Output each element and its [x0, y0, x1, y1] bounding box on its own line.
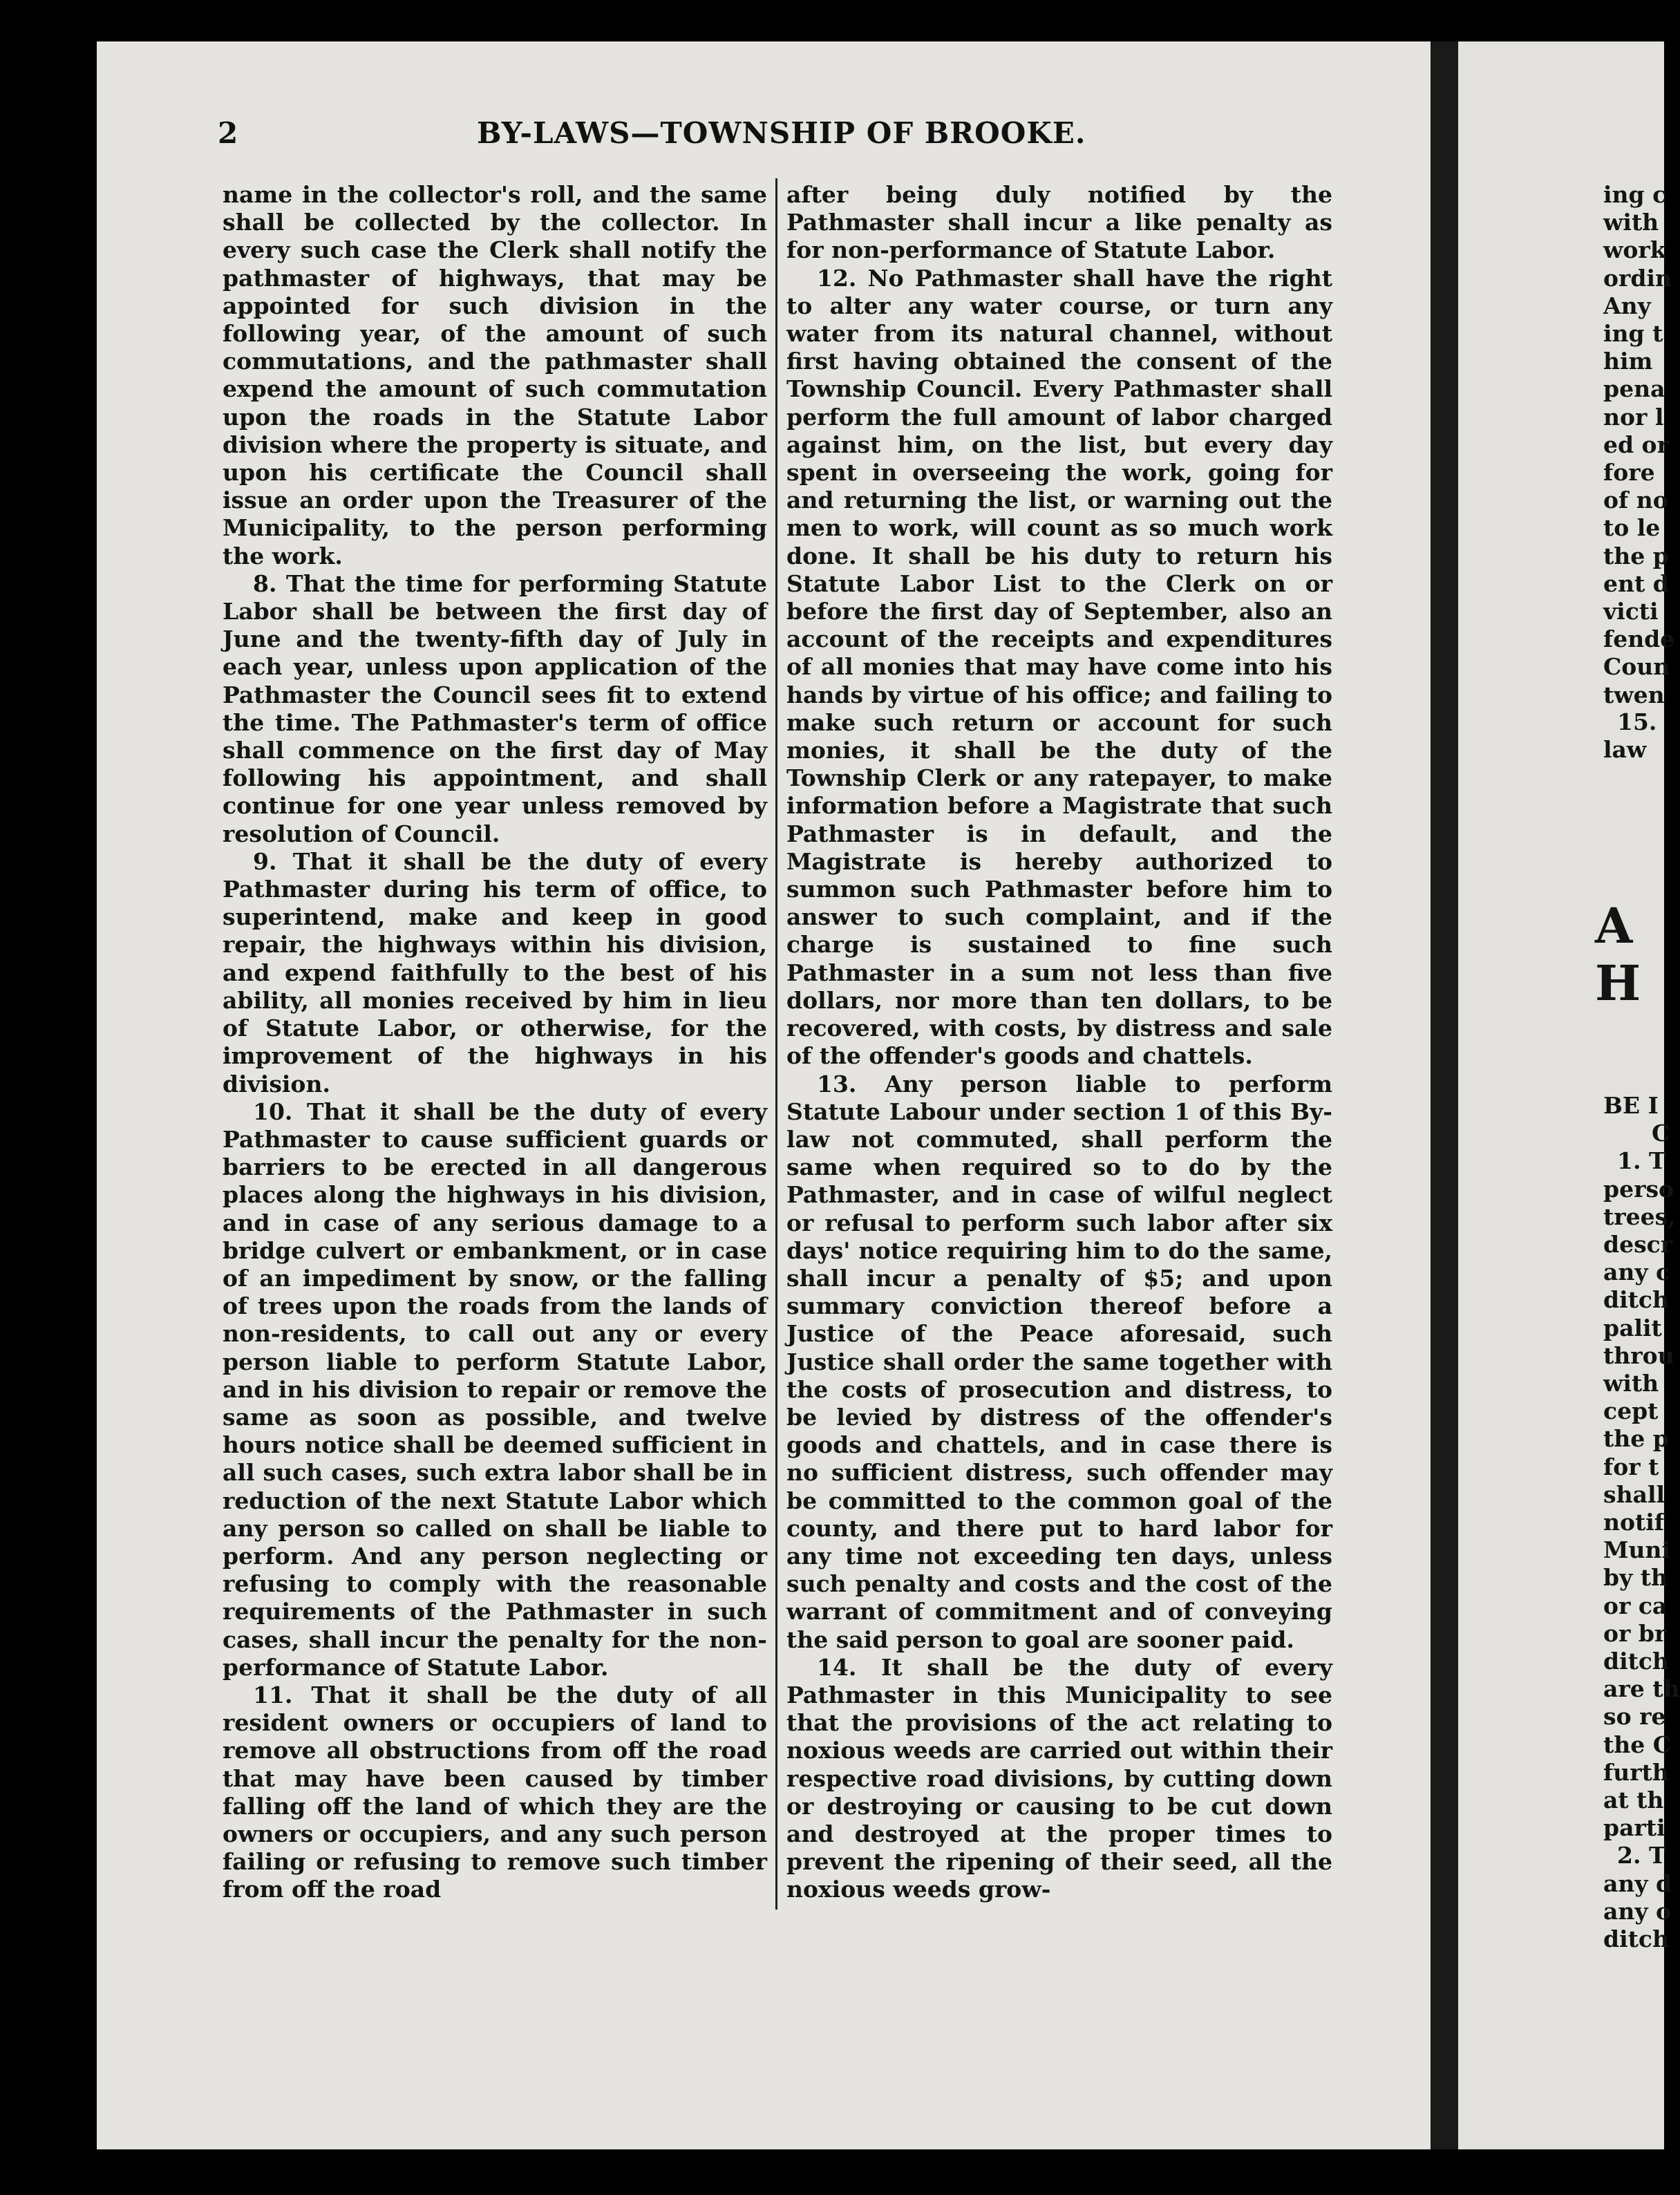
- next-page-line: ditch: [1603, 1925, 1669, 1952]
- column-rule: [775, 178, 777, 1910]
- next-page-line: ing t: [1603, 320, 1663, 347]
- paragraph: 9. That it shall be the duty of every Pathmaster during his term of office, to superintend, make and keep in good repair, the highways within his division, and expend faithfully to the best of his ability, all monies received by him in lieu of Statute Labor, or otherwise, for the improvement of the highways in his division.: [223, 847, 767, 1098]
- paragraph: 8. That the time for performing Statute Labor shall be between the first day of June and the twenty-fifth day of July in each year, unless upon application of the Pathmaster the Council sees fit to extend the time. The Pathmaster's term of office shall commence on the first day of May following his appointment, and shall continue for one year unless removed by resolution of Council.: [223, 569, 767, 847]
- next-page-line: trees,: [1603, 1203, 1676, 1230]
- next-page-line: by th: [1603, 1564, 1668, 1592]
- next-page-line: furth: [1603, 1758, 1669, 1786]
- next-page-line: to le: [1603, 514, 1661, 542]
- next-page-line: perso: [1603, 1175, 1674, 1203]
- next-page-heading: A H: [1595, 897, 1647, 1012]
- next-page-line: twen: [1603, 681, 1665, 708]
- next-page-line: descr: [1603, 1231, 1673, 1258]
- next-page-line: palit: [1603, 1314, 1662, 1341]
- paragraph: 12. No Pathmaster shall have the right to alter any water course, or turn any water from its natural channel, without first having obtained the consent of the Township Council. Every Pathmaster shall perform the full amount of labor charged against him, on the list, but every day spent in overseeing the work, going for and returning the list, or warning out the men to work, will count as so much work done. It shall be his duty to return his Statute Labor List to the Clerk on or before the first day of September, also an account of the receipts and expenditures of all monies that may have come into his hands by virtue of his office; and failing to make such return or account for such monies, it shall be the duty of the Township Clerk or any ratepayer, to make information before a Magistrate that such Pathmaster is in default, and the Magistrate is hereby authorized to summon such Pathmaster before him to answer to such complaint, and if the charge is sustained to fine such Pathmaster in a sum not less than five dollars, nor more than ten dollars, to be recovered, with costs, by distress and sale of the offender's goods and chattels.: [786, 264, 1332, 1070]
- paragraph: 13. Any person liable to perform Statute Labour under section 1 of this By-law not commuted, shall perform the same when required so to do by the Pathmaster, and in case of wilful neglect or refusal to perform such labor after six days' notice requiring him to do the same, shall incur a penalty of $5; and upon summary conviction thereof before a Justice of the Peace aforesaid, such Justice shall order the same together with the costs of prosecution and distress, to be levied by distress of the offender's goods and chattels, and in case there is no sufficient distress, such offender may be committed to the common goal of the county, and there put to hard labor for any time not exceeding ten days, unless such penalty and costs and the cost of the warrant of commitment and of conveying the said person to goal are sooner paid.: [786, 1070, 1332, 1653]
- next-page-line: with: [1603, 1370, 1659, 1397]
- next-page-line: 15.: [1617, 708, 1657, 735]
- next-page-line: for t: [1603, 1453, 1659, 1480]
- next-page-line: 2. T: [1617, 1842, 1666, 1869]
- next-page-line: nor l: [1603, 403, 1664, 431]
- next-page-line: ent d: [1603, 569, 1669, 597]
- next-page-line: the p: [1603, 542, 1669, 569]
- next-page-line: shall: [1603, 1480, 1665, 1508]
- next-page-line: or br: [1603, 1619, 1667, 1647]
- next-page-line: so re: [1603, 1703, 1666, 1731]
- paragraph: 14. It shall be the duty of every Pathmaster in this Municipality to see that the provisions of the act relating to noxious weeds are carried out within their respective road divisions, by cutting down or destroying or causing to be cut down and destroyed at the proper times to prevent the ripening of their seed, all the noxious weeds grow-: [786, 1653, 1332, 1903]
- next-page-line: any c: [1603, 1259, 1670, 1286]
- next-page-line: him: [1603, 348, 1653, 375]
- next-page-line: notif: [1603, 1509, 1664, 1536]
- next-page-line: Coun: [1603, 653, 1670, 681]
- next-page-line: BE I: [1603, 1092, 1659, 1119]
- next-page-line: ditch: [1603, 1286, 1669, 1314]
- next-page-line: any d: [1603, 1869, 1672, 1897]
- next-page-line: the p: [1603, 1425, 1669, 1453]
- next-page-line: victi: [1603, 598, 1659, 625]
- next-page-line: ed or: [1603, 431, 1669, 458]
- paragraph: after being duly notified by the Pathmaster shall incur a like penalty as for non-performance of Statute Labor.: [786, 181, 1332, 264]
- next-page-line: Muni: [1603, 1536, 1671, 1564]
- paragraph: 11. That it shall be the duty of all resident owners or occupiers of land to remove all obstructions from off the road that may have been caused by timber falling off the land of which they are the owners or occupiers, and any such person failing or refusing to remove such timber from off the road: [223, 1681, 767, 1903]
- left-column: [223, 181, 767, 1904]
- next-page-line: any o: [1603, 1897, 1672, 1925]
- next-page-line: 1. T: [1617, 1147, 1666, 1175]
- next-page-line: parti: [1603, 1814, 1665, 1842]
- next-page-line: law: [1603, 736, 1647, 764]
- next-page-line: Any: [1603, 292, 1651, 319]
- next-page-line: or ca: [1603, 1592, 1668, 1619]
- right-column: [786, 181, 1332, 1904]
- next-page-line: the C: [1603, 1731, 1671, 1758]
- next-page-line: work: [1603, 236, 1666, 264]
- paragraph: 10. That it shall be the duty of every Pathmaster to cause sufficient guards or barriers to be erected in all dangerous places along the highways in his division, and in case of any serious damage to a bridge culvert or embankment, or in case of an impediment by snow, or the falling of trees upon the roads from the lands of non-residents, to call out any or every person liable to perform Statute Labor, and in his division to repair or remove the same as soon as possible, and twelve hours notice shall be deemed sufficient in all such cases, such extra labor shall be in reduction of the next Statute Labor which any person so called on shall be liable to perform. And any person neglecting or refusing to comply with the reasonable requirements of the Pathmaster in such cases, shall incur the penalty for the non-performance of Statute Labor.: [223, 1098, 767, 1681]
- next-page-line: ditch: [1603, 1648, 1669, 1675]
- next-page-line: cept: [1603, 1397, 1659, 1425]
- next-page-line: C: [1652, 1120, 1670, 1147]
- next-page-line: at th: [1603, 1787, 1664, 1814]
- next-page-line: ing c: [1603, 181, 1667, 208]
- next-page-line: are th: [1603, 1675, 1680, 1703]
- next-page-line: with: [1603, 209, 1659, 236]
- running-head: BY-LAWS—TOWNSHIP OF BROOKE.: [477, 116, 1086, 150]
- next-page-line: ordin: [1603, 264, 1672, 292]
- next-page-line: of no: [1603, 487, 1668, 514]
- paragraph: name in the collector's roll, and the same shall be collected by the collector. In every such case the Clerk shall notify the pathmaster of highways, that may be appointed for such division in the following year, of the amount of such commutations, and the pathmaster shall expend the amount of such commutation upon the roads in the Statute Labor division where the property is situate, and upon his certificate the Council shall issue an order upon the Treasurer of the Municipality, to the person performing the work.: [223, 181, 767, 569]
- page-gutter: [1431, 41, 1458, 2149]
- next-page-line: pena: [1603, 375, 1665, 403]
- page-number: 2: [218, 116, 238, 150]
- next-page-line: fore: [1603, 459, 1655, 486]
- next-page-line: throu: [1603, 1341, 1674, 1369]
- next-page-line: fende: [1603, 625, 1675, 653]
